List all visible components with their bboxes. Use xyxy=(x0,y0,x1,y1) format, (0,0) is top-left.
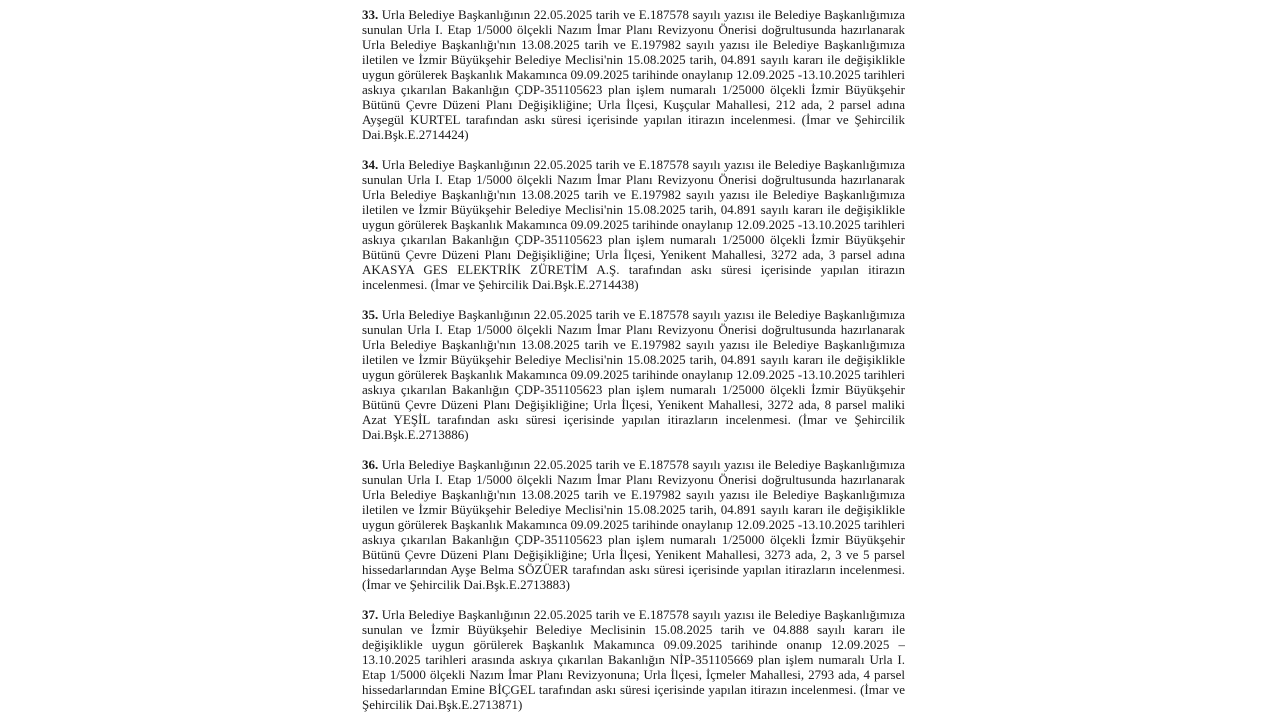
line-text: Bütünü Çevre Düzeni Planı Değişikliğine; Urla İlçesi, Yenikent Mahallesi, 3273 ada, 2, 3 ve 5 parsel xyxy=(362,547,905,562)
text-line xyxy=(362,382,905,397)
text-line xyxy=(362,67,905,82)
line-content xyxy=(362,457,905,472)
line-content xyxy=(362,37,905,52)
text-line xyxy=(362,607,905,622)
line-text: (İmar ve Şehircilik Dai.Bşk.E.2713883) xyxy=(362,577,570,592)
line-content xyxy=(362,97,905,112)
text-line xyxy=(362,682,905,697)
text-line xyxy=(362,337,905,352)
text-line xyxy=(362,22,905,37)
text-line xyxy=(362,307,905,322)
line-content xyxy=(362,367,905,382)
line-content xyxy=(362,382,905,397)
line-content xyxy=(362,157,905,172)
line-content xyxy=(362,427,469,442)
agenda-item xyxy=(362,307,905,442)
text-line xyxy=(362,517,905,532)
line-text: iletilen ve İzmir Büyükşehir Belediye Meclisi'nin 15.08.2025 tarih, 04.891 sayılı kararı ile değişiklikle xyxy=(362,52,905,67)
line-content xyxy=(362,82,905,97)
line-content xyxy=(362,22,905,37)
line-text: Şehircilik Dai.Bşk.E.2713871) xyxy=(362,697,523,712)
text-line xyxy=(362,412,905,427)
line-text: askıya çıkarılan Bakanlığın ÇDP-351105623 plan işlem numaralı 1/25000 ölçekli İzmir Büyükşehir xyxy=(362,382,905,397)
text-line xyxy=(362,82,905,97)
line-text: askıya çıkarılan Bakanlığın ÇDP-351105623 plan işlem numaralı 1/25000 ölçekli İzmir Büyükşehir xyxy=(362,82,905,97)
text-line xyxy=(362,127,905,142)
text-line xyxy=(362,547,905,562)
text-line xyxy=(362,7,905,22)
line-text: Urla Belediye Başkanlığının 22.05.2025 tarih ve E.187578 sayılı yazısı ile Belediye Başkanlığımıza xyxy=(381,307,905,322)
line-content xyxy=(362,682,905,697)
text-line xyxy=(362,97,905,112)
text-line xyxy=(362,532,905,547)
text-line xyxy=(362,172,905,187)
item-number: 37. xyxy=(362,607,379,622)
item-number: 35. xyxy=(362,307,379,322)
line-content xyxy=(362,532,905,547)
text-line xyxy=(362,217,905,232)
text-line xyxy=(362,457,905,472)
text-line xyxy=(362,367,905,382)
line-text: sunulan Urla I. Etap 1/5000 ölçekli Nazım İmar Planı Revizyonu Önerisi doğrultusunda hazırlanarak xyxy=(362,472,905,487)
line-content xyxy=(362,232,905,247)
line-content xyxy=(362,412,905,427)
line-content xyxy=(362,217,905,232)
text-line xyxy=(362,322,905,337)
text-line xyxy=(362,52,905,67)
line-content xyxy=(362,397,905,412)
text-line xyxy=(362,352,905,367)
line-text: Urla Belediye Başkanlığının 22.05.2025 tarih ve E.187578 sayılı yazısı ile Belediye Başkanlığımıza xyxy=(381,7,905,22)
text-line xyxy=(362,427,905,442)
line-content xyxy=(362,502,905,517)
line-content xyxy=(362,697,522,712)
line-text: Dai.Bşk.E.2714424) xyxy=(362,127,469,142)
text-line xyxy=(362,622,905,637)
text-line xyxy=(362,277,905,292)
line-text: askıya çıkarılan Bakanlığın ÇDP-351105623 plan işlem numaralı 1/25000 ölçekli İzmir Büyükşehir xyxy=(362,532,905,547)
line-text: Etap 1/5000 ölçekli Nazım İmar Planı Revizyonuna; Urla İlçesi, İçmeler Mahallesi, 2793 ada, 4 parsel xyxy=(362,667,905,682)
text-line xyxy=(362,562,905,577)
line-content xyxy=(362,517,905,532)
line-content xyxy=(362,322,905,337)
agenda-item xyxy=(362,607,905,712)
line-content xyxy=(362,652,905,667)
line-content xyxy=(362,112,905,127)
line-text: uygun görülerek Başkanlık Makamınca 09.09.2025 tarihinde onaylanıp 12.09.2025 -13.10.2025 tarihleri xyxy=(362,217,905,232)
text-line xyxy=(362,262,905,277)
text-line xyxy=(362,697,905,712)
line-text: Dai.Bşk.E.2713886) xyxy=(362,427,469,442)
text-line xyxy=(362,187,905,202)
text-line xyxy=(362,487,905,502)
line-text: iletilen ve İzmir Büyükşehir Belediye Meclisi'nin 15.08.2025 tarih, 04.891 sayılı kararı ile değişiklikle xyxy=(362,352,905,367)
text-line xyxy=(362,637,905,652)
line-text: Urla Belediye Başkanlığı'nın 13.08.2025 tarih ve E.197982 sayılı yazısı ile Belediye Başkanlığımıza xyxy=(362,337,905,352)
text-line xyxy=(362,397,905,412)
text-line xyxy=(362,247,905,262)
line-content xyxy=(362,667,905,682)
line-text: sunulan Urla I. Etap 1/5000 ölçekli Nazım İmar Planı Revizyonu Önerisi doğrultusunda hazırlanarak xyxy=(362,322,905,337)
agenda-item xyxy=(362,7,905,142)
text-line xyxy=(362,112,905,127)
line-content xyxy=(362,337,905,352)
line-text: Bütünü Çevre Düzeni Planı Değişikliğine; Urla İlçesi, Kuşçular Mahallesi, 212 ada, 2 parsel adına xyxy=(362,97,905,112)
text-line xyxy=(362,157,905,172)
text-line xyxy=(362,577,905,592)
line-text: Urla Belediye Başkanlığı'nın 13.08.2025 tarih ve E.197982 sayılı yazısı ile Belediye Başkanlığımıza xyxy=(362,37,905,52)
item-number: 33. xyxy=(362,7,379,22)
text-line xyxy=(362,667,905,682)
line-text: incelenmesi. (İmar ve Şehircilik Dai.Bşk.E.2714438) xyxy=(362,277,639,292)
line-text: sunulan Urla I. Etap 1/5000 ölçekli Nazım İmar Planı Revizyonu Önerisi doğrultusunda hazırlanarak xyxy=(362,22,905,37)
text-line xyxy=(362,652,905,667)
agenda-item xyxy=(362,457,905,592)
line-content xyxy=(362,607,905,622)
item-number: 36. xyxy=(362,457,379,472)
line-text: iletilen ve İzmir Büyükşehir Belediye Meclisi'nin 15.08.2025 tarih, 04.891 sayılı kararı ile değişiklikle xyxy=(362,202,905,217)
line-content xyxy=(362,52,905,67)
line-content xyxy=(362,172,905,187)
line-text: hissedarlarından Emine BİÇGEL tarafından askı süresi içerisinde yapılan itirazın incelenmesi. (İmar ve xyxy=(362,682,905,697)
line-text: Urla Belediye Başkanlığının 22.05.2025 tarih ve E.187578 sayılı yazısı ile Belediye Başkanlığımıza xyxy=(381,457,905,472)
line-text: AKASYA GES ELEKTRİK ZÜRETİM A.Ş. tarafından askı süresi içerisinde yapılan itirazın xyxy=(362,262,905,277)
line-text: Urla Belediye Başkanlığının 22.05.2025 tarih ve E.187578 sayılı yazısı ile Belediye Başkanlığımıza xyxy=(381,157,905,172)
line-content xyxy=(362,187,905,202)
line-content xyxy=(362,562,905,577)
line-content xyxy=(362,577,570,592)
line-content xyxy=(362,622,905,637)
line-text: Urla Belediye Başkanlığı'nın 13.08.2025 tarih ve E.197982 sayılı yazısı ile Belediye Başkanlığımıza xyxy=(362,487,905,502)
line-text: Ayşegül KURTEL tarafından askı süresi içerisinde yapılan itirazın incelenmesi. (İmar ve Şehircilik xyxy=(362,112,905,127)
line-content xyxy=(362,472,905,487)
line-text: uygun görülerek Başkanlık Makamınca 09.09.2025 tarihinde onaylanıp 12.09.2025 -13.10.2025 tarihleri xyxy=(362,67,905,82)
line-text: değişiklikle uygun görülerek Başkanlık Makamınca 09.09.2025 tarihinde onanıp 12.09.2025 – xyxy=(362,637,905,652)
line-text: uygun görülerek Başkanlık Makamınca 09.09.2025 tarihinde onaylanıp 12.09.2025 -13.10.2025 tarihleri xyxy=(362,367,905,382)
line-content xyxy=(362,262,905,277)
item-number: 34. xyxy=(362,157,379,172)
line-content xyxy=(362,487,905,502)
line-content xyxy=(362,67,905,82)
line-content xyxy=(362,127,469,142)
text-line xyxy=(362,37,905,52)
line-text: 13.10.2025 tarihleri arasında askıya çıkarılan Bakanlığın NİP-351105669 plan işlem numaralı Urla I. xyxy=(362,652,905,667)
line-content xyxy=(362,637,905,652)
line-content xyxy=(362,352,905,367)
text-line xyxy=(362,502,905,517)
line-text: hissedarlarından Ayşe Belma SÖZÜER tarafından askı süresi içerisinde yapılan itirazların incelenmesi. xyxy=(362,562,905,577)
line-text: Urla Belediye Başkanlığı'nın 13.08.2025 tarih ve E.197982 sayılı yazısı ile Belediye Başkanlığımıza xyxy=(362,187,905,202)
line-text: iletilen ve İzmir Büyükşehir Belediye Meclisi'nin 15.08.2025 tarih, 04.891 sayılı kararı ile değişiklikle xyxy=(362,502,905,517)
text-line xyxy=(362,232,905,247)
line-text: sunulan Urla I. Etap 1/5000 ölçekli Nazım İmar Planı Revizyonu Önerisi doğrultusunda hazırlanarak xyxy=(362,172,905,187)
line-content xyxy=(362,547,905,562)
line-text: askıya çıkarılan Bakanlığın ÇDP-351105623 plan işlem numaralı 1/25000 ölçekli İzmir Büyükşehir xyxy=(362,232,905,247)
line-content xyxy=(362,307,905,322)
line-content xyxy=(362,202,905,217)
line-content xyxy=(362,7,905,22)
line-text: Urla Belediye Başkanlığının 22.05.2025 tarih ve E.187578 sayılı yazısı ile Belediye Başkanlığımıza xyxy=(381,607,905,622)
line-content xyxy=(362,277,639,292)
line-text: Azat YEŞİL tarafından askı süresi içerisinde yapılan itirazların incelenmesi. (İmar ve Şehircilik xyxy=(362,412,905,427)
line-text: Bütünü Çevre Düzeni Planı Değişikliğine; Urla İlçesi, Yenikent Mahallesi, 3272 ada, 3 parsel adına xyxy=(362,247,905,262)
line-content xyxy=(362,247,905,262)
line-text: sunulan ve İzmir Büyükşehir Belediye Meclisinin 15.08.2025 tarih ve 04.888 sayılı kararı ile xyxy=(362,622,905,637)
document-page xyxy=(362,7,905,727)
text-line xyxy=(362,202,905,217)
text-line xyxy=(362,472,905,487)
line-text: uygun görülerek Başkanlık Makamınca 09.09.2025 tarihinde onaylanıp 12.09.2025 -13.10.2025 tarihleri xyxy=(362,517,905,532)
agenda-item xyxy=(362,157,905,292)
line-text: Bütünü Çevre Düzeni Planı Değişikliğine; Urla İlçesi, Yenikent Mahallesi, 3272 ada, 8 parsel maliki xyxy=(362,397,905,412)
